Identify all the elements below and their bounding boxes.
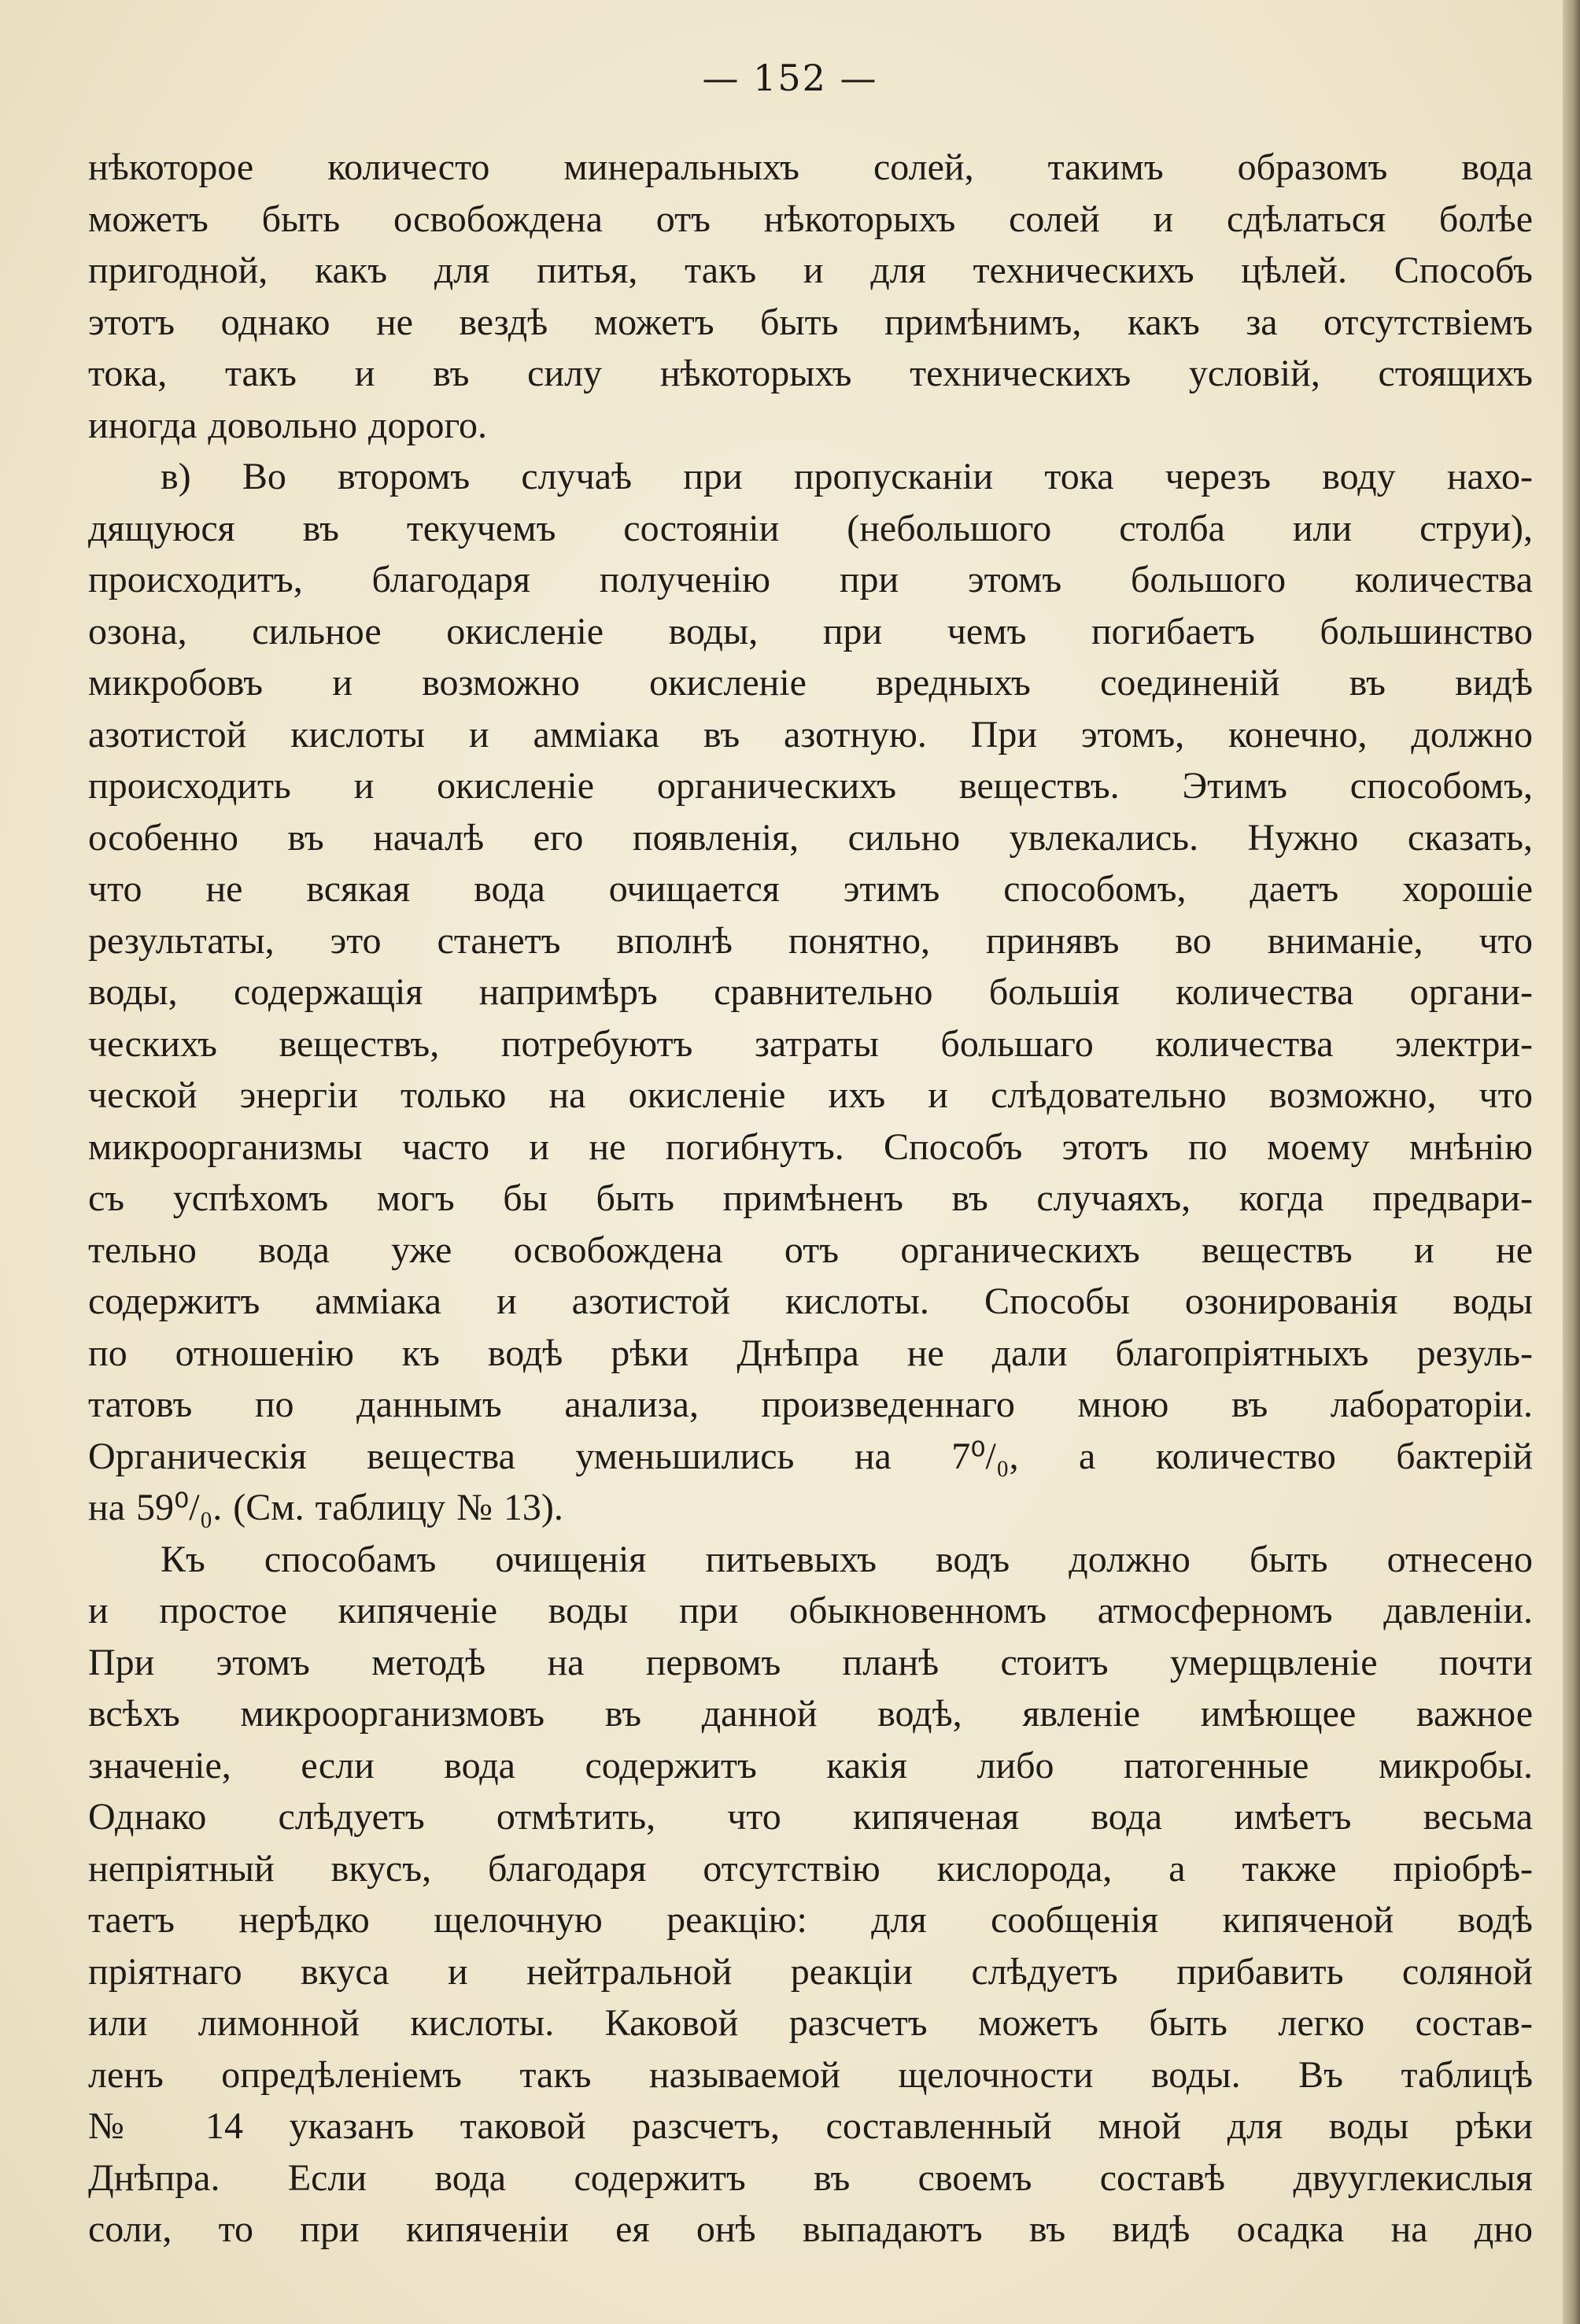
text-line: соли, то при кипяченіи ея онѣ выпадаютъ въ видѣ осадка на дно	[88, 2208, 1533, 2250]
text-line: всѣхъ микроорганизмовъ въ данной водѣ, явленіе имѣющее важное	[88, 1693, 1533, 1735]
text-line: Днѣпра. Если вода содержитъ въ своемъ составѣ двууглекислыя	[88, 2156, 1533, 2199]
body-text	[88, 142, 1533, 2256]
text-line: таетъ нерѣдко щелочную реакцію: для сообщенія кипяченой водѣ	[88, 1899, 1533, 1941]
text-line: тельно вода уже освобождена отъ органическихъ веществъ и не	[88, 1229, 1533, 1271]
text-line: этотъ однако не вездѣ можетъ быть примѣнимъ, какъ за отсутствіемъ	[88, 301, 1533, 343]
text-line: дящуюся въ текучемъ состояніи (небольшого столба или струи),	[88, 507, 1533, 549]
page-number: — 152 —	[702, 57, 878, 99]
text-line: и простое кипяченіе воды при обыкновенномъ атмосферномъ давленіи.	[88, 1590, 1533, 1631]
text-line: на 59⁰/₀. (См. таблицу № 13).	[88, 1487, 563, 1528]
text-line: съ успѣхомъ могъ бы быть примѣненъ въ случаяхъ, когда предвари-	[88, 1177, 1533, 1219]
paragraph	[88, 142, 1533, 451]
text-line: пригодной, какъ для питья, такъ и для техническихъ цѣлей. Способъ	[88, 249, 1533, 291]
text-line: происходитъ, благодаря полученію при этомъ большого количества	[88, 559, 1533, 600]
text-line: Органическія вещества уменьшились на 7⁰/₀, а количество бактерій	[88, 1435, 1533, 1477]
text-line: результаты, это станетъ вполнѣ понятно, принявъ во вниманіе, что	[88, 919, 1533, 962]
text-line: или лимонной кислоты. Каковой разсчетъ можетъ быть легко состав-	[88, 2002, 1533, 2044]
text-line: Къ способамъ очищенія питьевыхъ водъ должно быть отнесено	[161, 1538, 1533, 1580]
page-edge	[1563, 0, 1580, 2324]
text-line: непріятный вкусъ, благодаря отсутствію кислорода, а также пріобрѣ-	[88, 1847, 1533, 1890]
text-line: ческой энергіи только на окисленіе ихъ и слѣдовательно возможно, что	[88, 1074, 1533, 1116]
text-line: содержитъ амміака и азотистой кислоты. Способы озонированія воды	[88, 1280, 1533, 1322]
text-line: микробовъ и возможно окисленіе вредныхъ соединеній въ видѣ	[88, 662, 1533, 704]
text-line: что не всякая вода очищается этимъ способомъ, даетъ хорошіе	[88, 868, 1533, 910]
text-line: ческихъ веществъ, потребуютъ затраты большаго количества электри-	[88, 1022, 1533, 1065]
text-line: микроорганизмы часто и не погибнутъ. Способъ этотъ по моему мнѣнію	[88, 1125, 1533, 1168]
text-line: воды, содержащія напримѣръ сравнительно большія количества органи-	[88, 971, 1533, 1013]
text-line: Однако слѣдуетъ отмѣтить, что кипяченая вода имѣетъ весьма	[88, 1796, 1533, 1838]
text-line: в) Во второмъ случаѣ при пропусканіи тока черезъ воду нахо-	[161, 456, 1533, 497]
text-line: ленъ опредѣленіемъ такъ называемой щелочности воды. Въ таблицѣ	[88, 2053, 1533, 2096]
text-line: иногда довольно дорого.	[88, 404, 487, 446]
text-line: № 14 указанъ таковой разсчетъ, составленный мной для воды рѣки	[88, 2105, 1533, 2147]
text-line: по отношенію къ водѣ рѣки Днѣпра не дали благопріятныхъ резуль-	[88, 1332, 1533, 1374]
paragraph	[88, 451, 1533, 1534]
text-line: При этомъ методѣ на первомъ планѣ стоитъ умерщвленіе почти	[88, 1641, 1533, 1683]
text-line: озона, сильное окисленіе воды, при чемъ погибаетъ большинство	[88, 610, 1533, 652]
text-line: нѣкоторое количесто минеральныхъ солей, такимъ образомъ вода	[88, 146, 1533, 188]
text-line: особенно въ началѣ его появленія, сильно увлекались. Нужно сказать,	[88, 816, 1533, 859]
text-line: тока, такъ и въ силу нѣкоторыхъ техническихъ условій, стоящихъ	[88, 353, 1533, 394]
text-line: татовъ по даннымъ анализа, произведеннаго мною въ лабораторіи.	[88, 1384, 1533, 1425]
text-line: пріятнаго вкуса и нейтральной реакціи слѣдуетъ прибавить соляной	[88, 1950, 1533, 1993]
text-line: значеніе, если вода содержитъ какія либо патогенные микробы.	[88, 1744, 1533, 1786]
paragraph	[88, 1534, 1533, 2256]
text-line: происходить и окисленіе органическихъ веществъ. Этимъ способомъ,	[88, 765, 1533, 807]
text-line: азотистой кислоты и амміака въ азотную. При этомъ, конечно, должно	[88, 713, 1533, 756]
text-line: можетъ быть освобождена отъ нѣкоторыхъ солей и сдѣлаться болѣе	[88, 198, 1533, 240]
